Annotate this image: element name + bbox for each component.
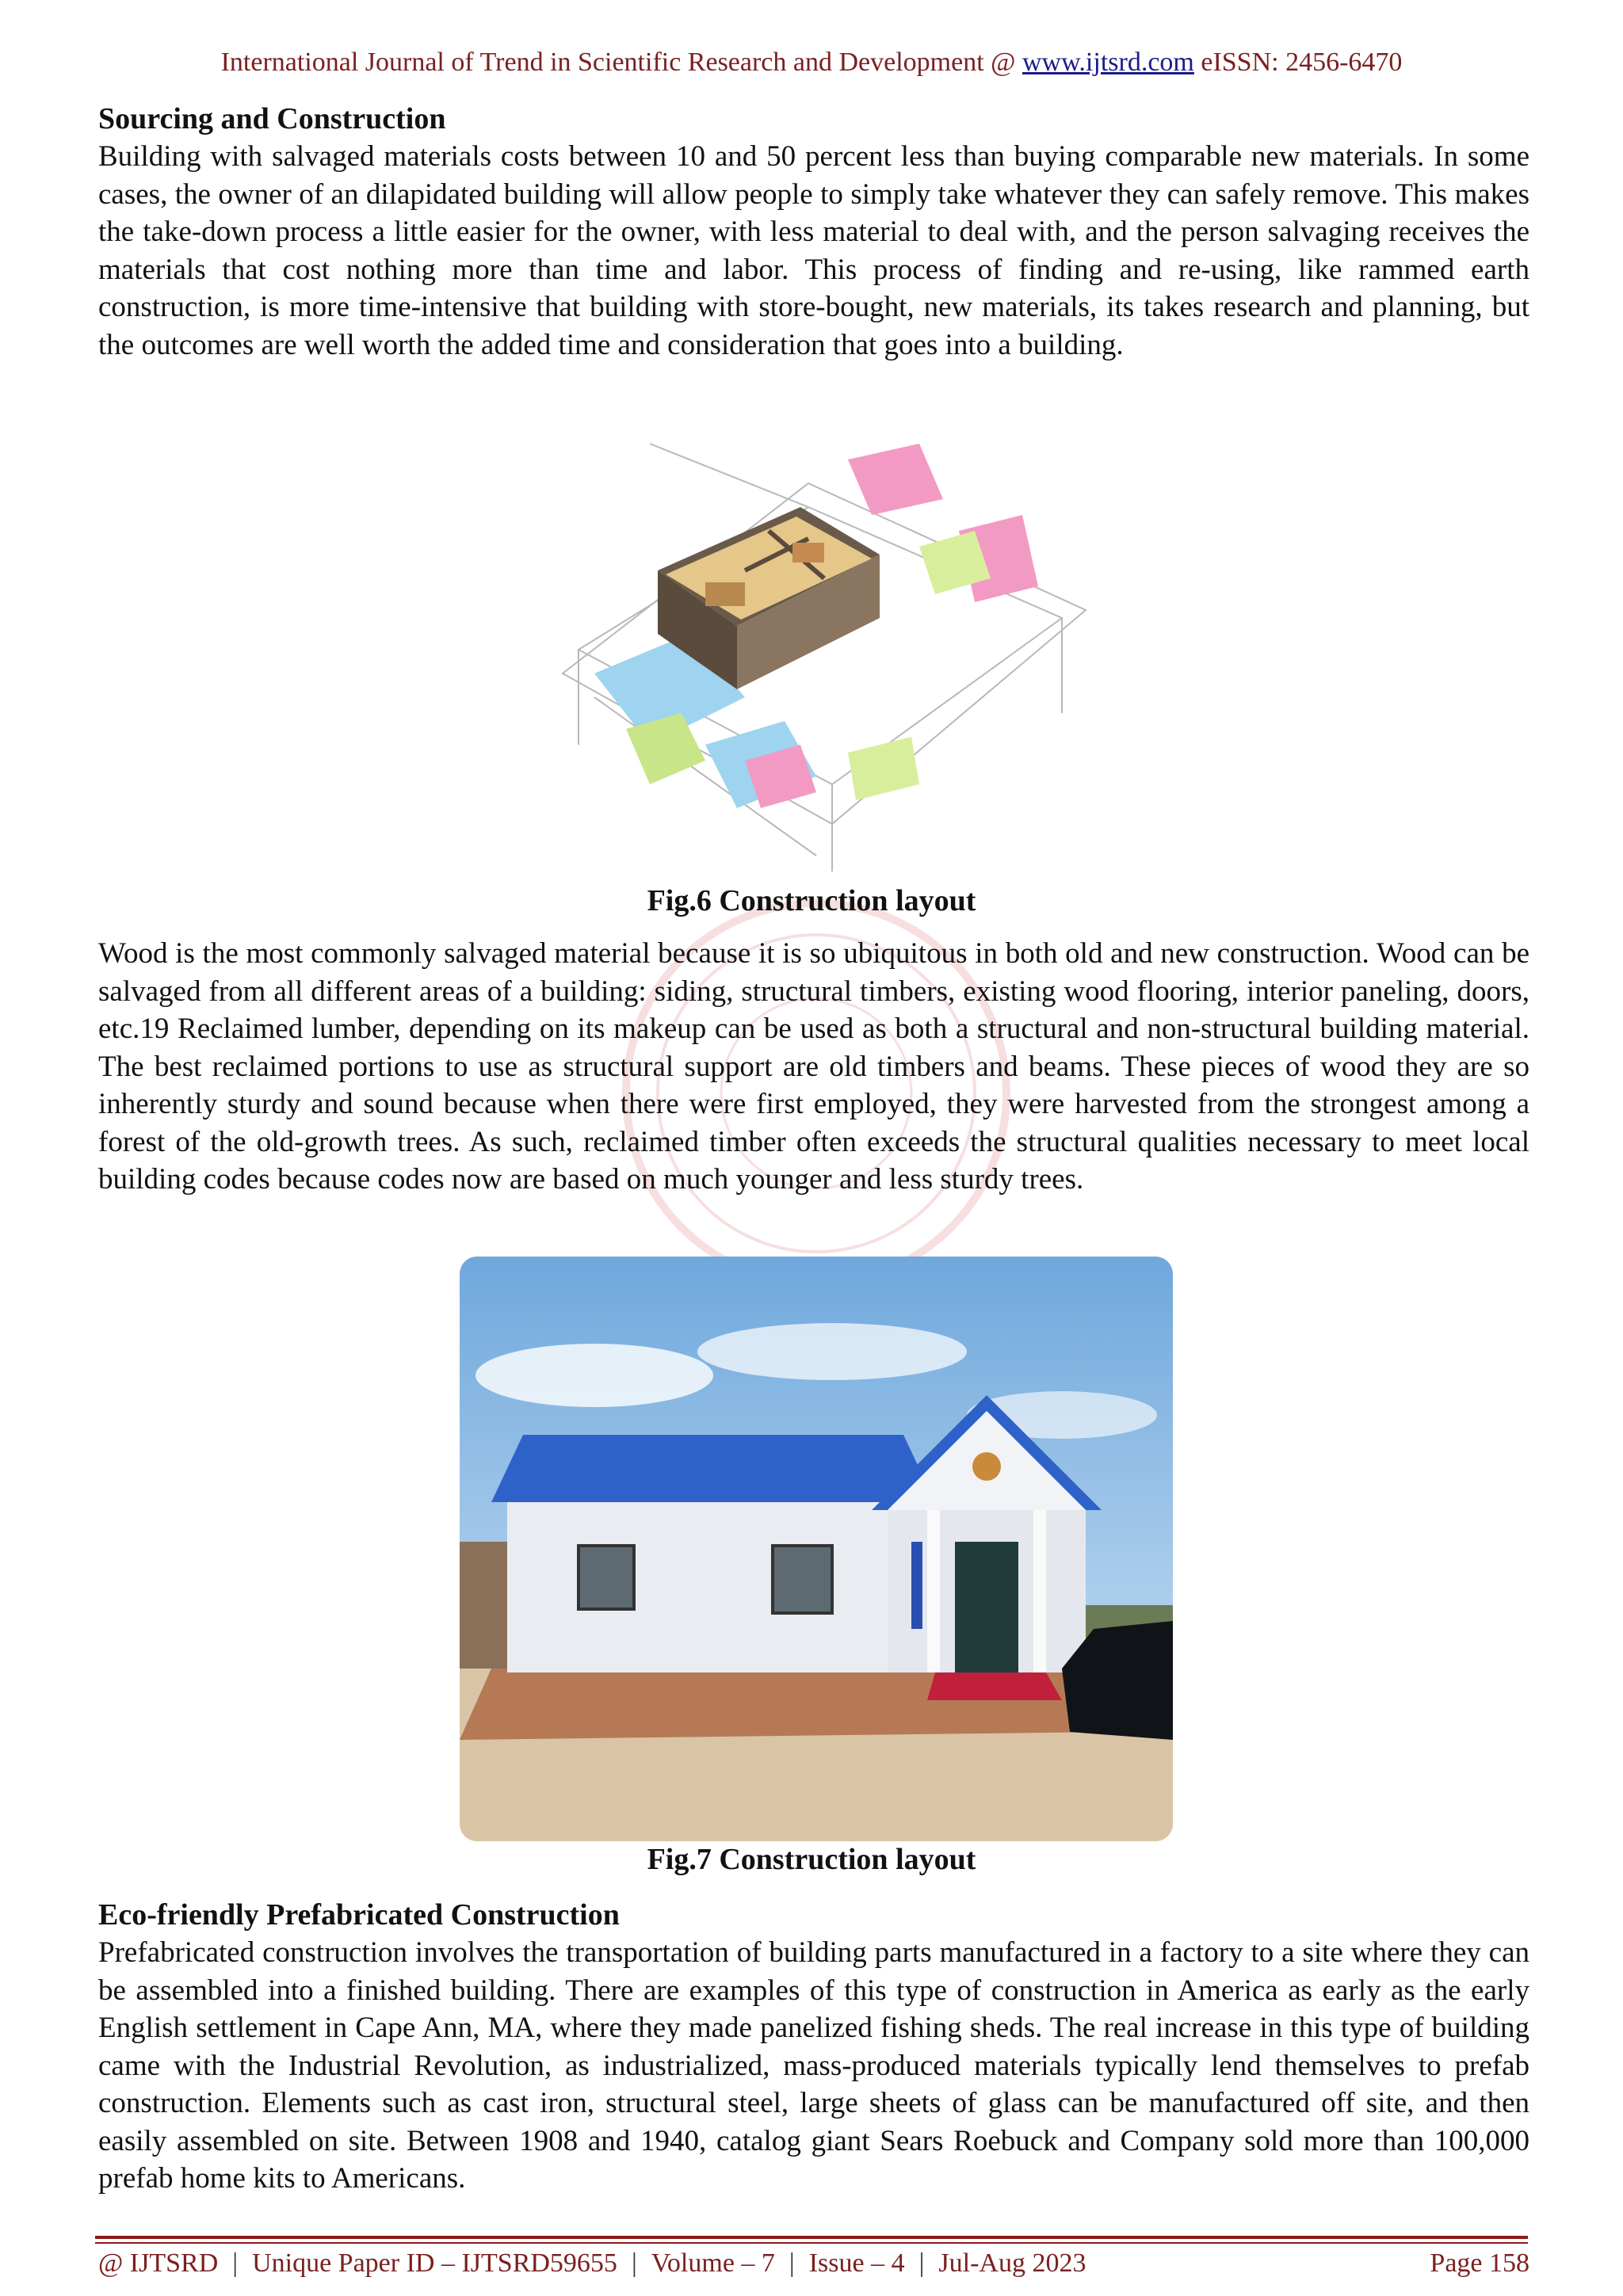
running-header bbox=[0, 48, 1623, 78]
section-heading: Eco-friendly Prefabricated Construction bbox=[98, 1898, 620, 1932]
footer-issue: Issue – 4 bbox=[808, 2248, 905, 2278]
fig6-construction-layout-image bbox=[547, 412, 1094, 887]
fig6-caption: Fig.6 Construction layout bbox=[647, 884, 976, 917]
body-paragraph: Wood is the most commonly salvaged material because it is so ubiquitous in both old and new construction. Wood can be salvaged from all different areas of a building: siding, structural timbers, existing wood flooring, interior paneling, doors, etc.19 Reclaimed lumber, depending on its makeup can be used as both a structural and non-structural building material. The best reclaimed portions to use as structural support are old timbers and beams. These pieces of wood they are so inherently sturdy and sound because when there were first employed, they were harvested from the strongest among a forest of the old-growth trees. As such, reclaimed timber often exceeds the structural qualities necessary to meet local building codes because codes now are based on much younger and less sturdy trees. bbox=[98, 937, 1529, 1196]
section-prefab bbox=[98, 1896, 1529, 2198]
footer-journal: @ IJTSRD bbox=[98, 2248, 219, 2278]
running-footer: @ IJTSRD | Unique Paper ID – IJTSRD59655 | Volume – 7 | Issue – 4 | Jul-Aug 2023 Page 158 bbox=[98, 2248, 1529, 2288]
footer-rule bbox=[95, 2236, 1528, 2239]
body-paragraph: Building with salvaged materials costs between 10 and 50 percent less than buying comparable new materials. In some cases, the owner of an dilapidated building will allow people to simply take whatever they can safely remove. This makes the take-down process a little easier for the owner, with less material to deal with, and the person salvaging receives the materials that cost nothing more than time and labor. This process of finding and re-using, like rammed earth construction, is more time-intensive that building with store-bought, new materials, its takes research and planning, but the outcomes are well worth the added time and consideration that goes into a building. bbox=[98, 140, 1529, 361]
fig7-prefab-house-photo bbox=[460, 1257, 1173, 1841]
section-heading: Sourcing and Construction bbox=[98, 102, 446, 135]
fig7-caption: Fig.7 Construction layout bbox=[647, 1843, 976, 1876]
journal-name: International Journal of Trend in Scientific Research and Development @ bbox=[220, 48, 1016, 77]
section-sourcing bbox=[98, 100, 1529, 364]
footer-volume: Volume – 7 bbox=[651, 2248, 775, 2278]
footer-paper-id: Unique Paper ID – IJTSRD59655 bbox=[252, 2248, 617, 2278]
body-paragraph: Prefabricated construction involves the transportation of building parts manufactured in a factory to a site where they can be assembled into a finished building. There are examples of this type of construction in America as early as the early English settlement in Cape Ann, MA, where they made panelized fishing sheds. The real increase in this type of building came with the Industrial Revolution, as industrialized, mass-produced materials typically lend themselves to prefab construction. Elements such as cast iron, structural steel, large sheets of glass can be manufactured off site, and then easily assembled on site. Between 1908 and 1940, catalog giant Sears Roebuck and Company sold more than 100,000 prefab home kits to Americans. bbox=[98, 1936, 1529, 2195]
issn: eISSN: 2456-6470 bbox=[1201, 48, 1403, 77]
footer-date: Jul-Aug 2023 bbox=[938, 2248, 1086, 2278]
journal-url-link[interactable]: www.ijtsrd.com bbox=[1022, 48, 1194, 77]
page-number: Page 158 bbox=[1430, 2248, 1529, 2278]
section-wood bbox=[98, 935, 1529, 1199]
footer-rule bbox=[95, 2242, 1528, 2244]
